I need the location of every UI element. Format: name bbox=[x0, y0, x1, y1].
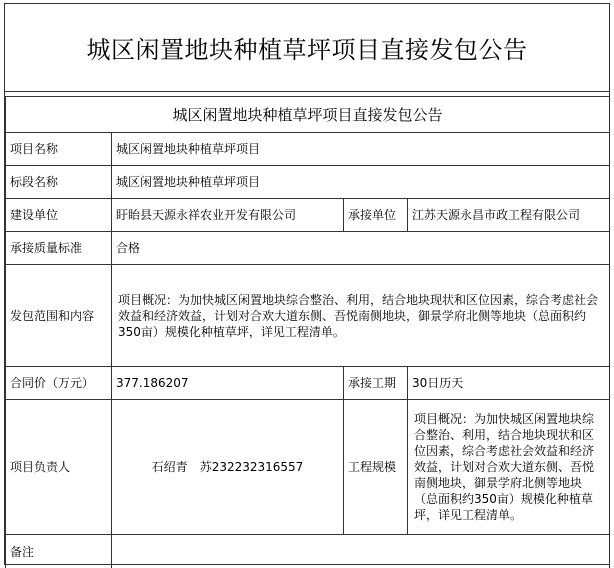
table-row bbox=[6, 367, 610, 400]
note-value bbox=[112, 535, 610, 568]
section-name-label: 标段名称 bbox=[6, 166, 112, 199]
scope-label: 发包范围和内容 bbox=[6, 265, 112, 367]
price-label: 合同价（万元） bbox=[6, 367, 112, 400]
builder-label: 建设单位 bbox=[6, 199, 112, 232]
contractor-label: 承接单位 bbox=[344, 199, 408, 232]
announcement-page bbox=[4, 3, 610, 565]
manager-cert: 苏232232316557 bbox=[199, 460, 304, 474]
contractor-value: 江苏天源永昌市政工程有限公司 bbox=[408, 199, 610, 232]
manager-value bbox=[112, 400, 344, 535]
duration-label: 承接工期 bbox=[344, 367, 408, 400]
section-name-value: 城区闲置地块种植草坪项目 bbox=[112, 166, 610, 199]
table-row bbox=[6, 133, 610, 166]
price-value: 377.186207 bbox=[112, 367, 344, 400]
builder-value: 盱眙县天源永祥农业开发有限公司 bbox=[112, 199, 344, 232]
quality-label: 承接质量标准 bbox=[6, 232, 112, 265]
table-row bbox=[6, 535, 610, 568]
note-label: 备注 bbox=[6, 535, 112, 568]
spec-label: 工程规模 bbox=[344, 400, 408, 535]
table-row bbox=[6, 166, 610, 199]
project-name-value: 城区闲置地块种植草坪项目 bbox=[112, 133, 610, 166]
table-row bbox=[6, 97, 610, 133]
quality-value: 合格 bbox=[112, 232, 610, 265]
manager-label: 项目负责人 bbox=[6, 400, 112, 535]
project-name-label: 项目名称 bbox=[6, 133, 112, 166]
table-row bbox=[6, 265, 610, 367]
table-row bbox=[6, 199, 610, 232]
scope-value: 项目概况：为加快城区闲置地块综合整治、利用，结合地块现状和区位因素，综合考虑社会效益和经济效益，计划对合欢大道东侧、吾悦南侧地块，御景学府北侧等地块（总面积约350亩）规模化种植草坪，详见工程清单。 bbox=[112, 265, 610, 367]
announcement-table bbox=[5, 96, 610, 568]
manager-name: 石绍青 bbox=[151, 460, 188, 474]
main-title: 城区闲置地块种植草坪项目直接发包公告 bbox=[5, 4, 609, 92]
sub-title: 城区闲置地块种植草坪项目直接发包公告 bbox=[6, 97, 610, 133]
table-row bbox=[6, 400, 610, 535]
spec-value: 项目概况：为加快城区闲置地块综合整治、利用，结合地块现状和区位因素，综合考虑社会效益和经济效益，计划对合欢大道东侧、吾悦南侧地块，御景学府北侧等地块（总面积约350亩）规模化种植草坪，详见工程清单。 bbox=[408, 400, 610, 535]
table-row bbox=[6, 232, 610, 265]
duration-value: 30日历天 bbox=[408, 367, 610, 400]
